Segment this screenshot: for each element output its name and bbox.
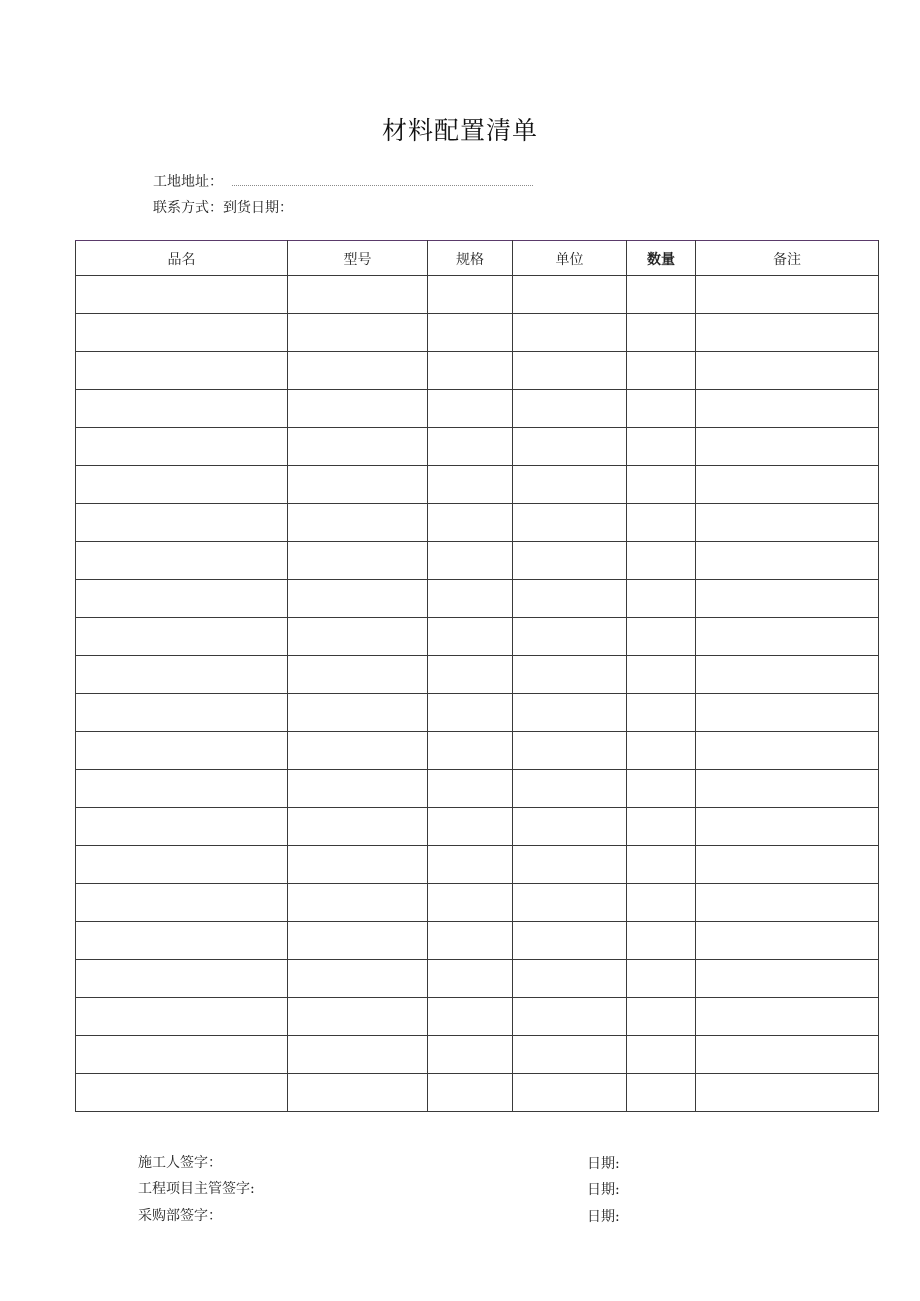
table-cell[interactable]	[288, 922, 428, 960]
table-row	[76, 314, 879, 352]
table-cell[interactable]	[288, 884, 428, 922]
table-cell[interactable]	[428, 732, 513, 770]
table-row	[76, 276, 879, 314]
table-row	[76, 998, 879, 1036]
table-cell[interactable]	[288, 1036, 428, 1074]
table-cell[interactable]	[288, 694, 428, 732]
table-cell[interactable]	[627, 428, 696, 466]
table-cell[interactable]	[428, 618, 513, 656]
table-cell[interactable]	[513, 276, 627, 314]
table-cell[interactable]	[513, 466, 627, 504]
table-cell[interactable]	[627, 580, 696, 618]
table-cell[interactable]	[288, 846, 428, 884]
table-cell[interactable]	[696, 846, 879, 884]
table-cell[interactable]	[76, 276, 288, 314]
table-row	[76, 732, 879, 770]
table-cell[interactable]	[76, 542, 288, 580]
table-cell[interactable]	[76, 428, 288, 466]
table-cell[interactable]	[696, 276, 879, 314]
table-cell[interactable]	[428, 884, 513, 922]
table-cell[interactable]	[696, 732, 879, 770]
table-cell[interactable]	[428, 922, 513, 960]
table-cell[interactable]	[428, 428, 513, 466]
table-cell[interactable]	[428, 1074, 513, 1112]
table-cell[interactable]	[288, 390, 428, 428]
table-cell[interactable]	[288, 656, 428, 694]
table-row	[76, 960, 879, 998]
table-cell[interactable]	[627, 846, 696, 884]
table-row	[76, 656, 879, 694]
table-cell[interactable]	[627, 466, 696, 504]
table-cell[interactable]	[513, 580, 627, 618]
table-cell[interactable]	[76, 580, 288, 618]
table-row	[76, 808, 879, 846]
table-row	[76, 428, 879, 466]
table-row	[76, 694, 879, 732]
table-cell[interactable]	[513, 808, 627, 846]
table-cell[interactable]	[513, 1074, 627, 1112]
table-cell[interactable]	[288, 504, 428, 542]
table-cell[interactable]	[428, 314, 513, 352]
worker-signature-date-label: 日期:	[587, 1156, 620, 1172]
table-cell[interactable]	[627, 276, 696, 314]
table-cell[interactable]	[428, 580, 513, 618]
table-cell[interactable]	[627, 542, 696, 580]
table-cell[interactable]	[428, 276, 513, 314]
table-cell[interactable]	[696, 314, 879, 352]
table-cell[interactable]	[428, 770, 513, 808]
table-cell[interactable]	[627, 352, 696, 390]
header-specification: 规格	[428, 241, 513, 276]
table-cell[interactable]	[76, 922, 288, 960]
table-cell[interactable]	[627, 922, 696, 960]
table-cell[interactable]	[76, 846, 288, 884]
table-cell[interactable]	[76, 732, 288, 770]
table-cell[interactable]	[288, 580, 428, 618]
table-cell[interactable]	[696, 770, 879, 808]
table-cell[interactable]	[428, 542, 513, 580]
table-cell[interactable]	[288, 770, 428, 808]
table-cell[interactable]	[288, 428, 428, 466]
table-cell[interactable]	[696, 542, 879, 580]
table-row	[76, 846, 879, 884]
table-row	[76, 504, 879, 542]
table-cell[interactable]	[696, 1074, 879, 1112]
table-cell[interactable]	[627, 770, 696, 808]
table-cell[interactable]	[428, 504, 513, 542]
supervisor-signature-label: 工程项目主管签字:	[138, 1181, 255, 1197]
table-cell[interactable]	[627, 656, 696, 694]
table-cell[interactable]	[288, 960, 428, 998]
table-cell[interactable]	[428, 656, 513, 694]
worker-signature-label: 施工人签字：	[138, 1155, 222, 1171]
table-cell[interactable]	[428, 1036, 513, 1074]
table-row	[76, 770, 879, 808]
table-cell[interactable]	[627, 732, 696, 770]
table-row	[76, 922, 879, 960]
table-cell[interactable]	[696, 390, 879, 428]
table-cell[interactable]	[76, 390, 288, 428]
table-cell[interactable]	[513, 542, 627, 580]
table-cell[interactable]	[513, 618, 627, 656]
table-cell[interactable]	[696, 656, 879, 694]
table-cell[interactable]	[76, 770, 288, 808]
header-unit: 单位	[513, 241, 627, 276]
table-cell[interactable]	[696, 618, 879, 656]
table-cell[interactable]	[288, 998, 428, 1036]
site-address-label: 工地地址：	[153, 174, 223, 190]
table-cell[interactable]	[288, 1074, 428, 1112]
table-cell[interactable]	[76, 466, 288, 504]
purchasing-signature-date-label: 日期:	[587, 1209, 620, 1225]
table-cell[interactable]	[513, 770, 627, 808]
table-row	[76, 466, 879, 504]
table-cell[interactable]	[513, 314, 627, 352]
table-row	[76, 390, 879, 428]
table-row	[76, 542, 879, 580]
table-header-row	[76, 241, 879, 276]
table-cell[interactable]	[428, 390, 513, 428]
table-cell[interactable]	[696, 998, 879, 1036]
table-cell[interactable]	[627, 960, 696, 998]
table-cell[interactable]	[696, 352, 879, 390]
table-cell[interactable]	[288, 276, 428, 314]
header-remarks: 备注	[696, 241, 879, 276]
table-cell[interactable]	[76, 960, 288, 998]
table-cell[interactable]	[76, 1074, 288, 1112]
table-cell[interactable]	[428, 808, 513, 846]
material-table	[75, 240, 879, 1112]
site-address-field[interactable]	[232, 185, 533, 186]
table-cell[interactable]	[513, 504, 627, 542]
table-cell[interactable]	[513, 1036, 627, 1074]
table-cell[interactable]	[513, 656, 627, 694]
table-cell[interactable]	[696, 884, 879, 922]
table-row	[76, 352, 879, 390]
table-cell[interactable]	[288, 542, 428, 580]
table-row	[76, 618, 879, 656]
table-cell[interactable]	[76, 808, 288, 846]
table-cell[interactable]	[627, 808, 696, 846]
table-cell[interactable]	[428, 998, 513, 1036]
table-cell[interactable]	[288, 352, 428, 390]
table-cell[interactable]	[513, 390, 627, 428]
table-cell[interactable]	[76, 656, 288, 694]
table-cell[interactable]	[428, 694, 513, 732]
table-cell[interactable]	[696, 922, 879, 960]
table-cell[interactable]	[76, 1036, 288, 1074]
table-cell[interactable]	[696, 466, 879, 504]
table-cell[interactable]	[288, 314, 428, 352]
table-cell[interactable]	[513, 428, 627, 466]
table-cell[interactable]	[76, 352, 288, 390]
table-cell[interactable]	[696, 428, 879, 466]
table-cell[interactable]	[513, 884, 627, 922]
contact-delivery-label: 联系方式：到货日期：	[153, 200, 293, 216]
table-cell[interactable]	[627, 314, 696, 352]
table-cell[interactable]	[76, 504, 288, 542]
table-cell[interactable]	[513, 732, 627, 770]
table-cell[interactable]	[513, 960, 627, 998]
table-cell[interactable]	[76, 618, 288, 656]
table-cell[interactable]	[627, 618, 696, 656]
table-cell[interactable]	[428, 960, 513, 998]
table-cell[interactable]	[627, 1036, 696, 1074]
table-cell[interactable]	[76, 314, 288, 352]
table-cell[interactable]	[513, 922, 627, 960]
purchasing-signature-label: 采购部签字：	[138, 1208, 222, 1224]
table-cell[interactable]	[696, 1036, 879, 1074]
table-cell[interactable]	[696, 960, 879, 998]
table-cell[interactable]	[627, 1074, 696, 1112]
table-cell[interactable]	[76, 884, 288, 922]
header-item-name: 品名	[76, 241, 288, 276]
table-cell[interactable]	[76, 998, 288, 1036]
table-cell[interactable]	[428, 352, 513, 390]
table-row	[76, 884, 879, 922]
table-cell[interactable]	[513, 694, 627, 732]
table-row	[76, 1036, 879, 1074]
table-cell[interactable]	[627, 504, 696, 542]
table-cell[interactable]	[288, 808, 428, 846]
table-row	[76, 1074, 879, 1112]
header-quantity: 数量	[627, 241, 696, 276]
table-cell[interactable]	[513, 998, 627, 1036]
header-model: 型号	[288, 241, 428, 276]
table-cell[interactable]	[696, 808, 879, 846]
table-row	[76, 580, 879, 618]
table-cell[interactable]	[627, 884, 696, 922]
table-cell[interactable]	[627, 694, 696, 732]
table-cell[interactable]	[428, 846, 513, 884]
table-cell[interactable]	[696, 504, 879, 542]
table-body	[76, 276, 879, 1112]
document-title: 材料配置清单	[381, 116, 538, 145]
table-cell[interactable]	[513, 352, 627, 390]
table-cell[interactable]	[696, 580, 879, 618]
table-cell[interactable]	[288, 466, 428, 504]
table-cell[interactable]	[696, 694, 879, 732]
table-cell[interactable]	[627, 998, 696, 1036]
table-cell[interactable]	[627, 390, 696, 428]
table-cell[interactable]	[76, 694, 288, 732]
table-cell[interactable]	[513, 846, 627, 884]
table-cell[interactable]	[428, 466, 513, 504]
table-cell[interactable]	[288, 618, 428, 656]
table-cell[interactable]	[288, 732, 428, 770]
supervisor-signature-date-label: 日期:	[587, 1182, 620, 1198]
